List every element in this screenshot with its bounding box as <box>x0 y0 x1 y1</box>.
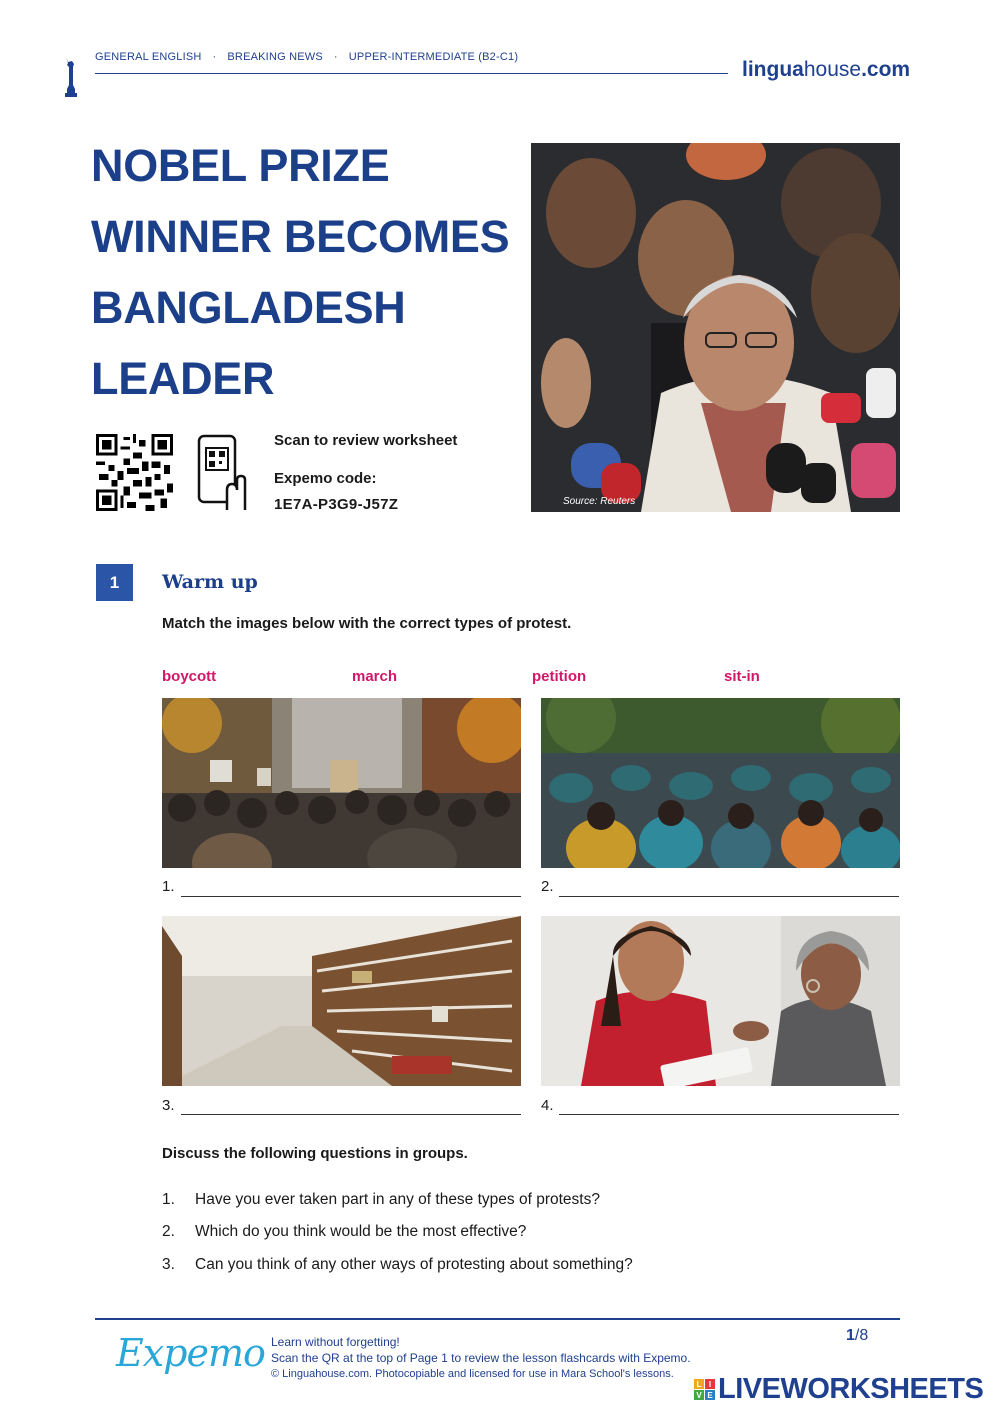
page-total: /8 <box>854 1327 869 1344</box>
title-line: WINNER BECOMES <box>91 211 510 262</box>
question-number: 2. <box>162 1223 175 1240</box>
breadcrumb <box>95 51 518 63</box>
brand-bold: lingua <box>742 58 804 81</box>
scan-prompt: Scan to review worksheet <box>274 432 458 449</box>
page-title <box>91 130 521 414</box>
question-number: 3. <box>162 1256 175 1273</box>
badge-letter: L <box>694 1379 704 1389</box>
answer-blank-1[interactable] <box>181 896 521 897</box>
discussion-question <box>162 1256 633 1274</box>
badge-letter: E <box>705 1390 715 1400</box>
statue-of-liberty-icon <box>63 55 79 97</box>
question-text: Which do you think would be the most effective? <box>195 1223 527 1240</box>
question-text: Have you ever taken part in any of these types of protests? <box>195 1191 600 1208</box>
liveworksheets-label: LIVEWORKSHEETS <box>718 1373 984 1405</box>
breadcrumb-series: BREAKING NEWS <box>227 51 323 63</box>
page-current: 1 <box>846 1327 855 1344</box>
badge-letter: I <box>705 1379 715 1389</box>
expemo-logo: Expemo <box>116 1331 265 1375</box>
word-option-sit-in[interactable]: sit-in <box>724 668 760 685</box>
word-option-march[interactable]: march <box>352 668 398 685</box>
discussion-heading: Discuss the following questions in groups. <box>162 1145 468 1162</box>
question-number: 1. <box>162 1191 175 1208</box>
title-line: NOBEL PRIZE <box>91 140 390 191</box>
title-line: LEADER <box>91 353 275 404</box>
protest-image-boycott <box>162 916 521 1086</box>
discussion-question <box>162 1223 526 1241</box>
protest-image-petition <box>541 916 900 1086</box>
badge-letter: V <box>694 1390 704 1400</box>
answer-label-1: 1. <box>162 878 175 895</box>
liveworksheets-icon <box>694 1379 715 1400</box>
protest-image-sit-in <box>541 698 900 868</box>
answer-blank-4[interactable] <box>559 1114 899 1115</box>
answer-label-2: 2. <box>541 878 554 895</box>
breadcrumb-category: GENERAL ENGLISH <box>95 51 202 63</box>
page-number <box>846 1327 868 1345</box>
phone-scan-icon <box>197 434 249 512</box>
brand-suffix: .com <box>861 58 911 81</box>
footer-divider <box>95 1318 900 1320</box>
answer-blank-2[interactable] <box>559 896 899 897</box>
answer-label-4: 4. <box>541 1097 554 1114</box>
title-line: BANGLADESH <box>91 282 406 333</box>
linguahouse-logo <box>742 58 910 82</box>
section-title: Warm up <box>162 571 258 593</box>
footer-tagline: Learn without forgetting! <box>271 1335 400 1349</box>
footer-instruction: Scan the QR at the top of Page 1 to review the lesson flashcards with Expemo. <box>271 1351 691 1365</box>
answer-label-3: 3. <box>162 1097 175 1114</box>
section-instruction: Match the images below with the correct types of protest. <box>162 615 572 632</box>
breadcrumb-level: UPPER-INTERMEDIATE (B2-C1) <box>348 51 519 63</box>
qr-code-icon[interactable] <box>96 434 173 511</box>
breadcrumb-separator: · <box>333 51 338 63</box>
brand-light: house <box>803 58 862 81</box>
photo-caption: Source: Reuters <box>563 496 636 507</box>
question-text: Can you think of any other ways of protesting about something? <box>195 1256 633 1273</box>
protest-image-march <box>162 698 521 868</box>
news-photo <box>531 143 900 512</box>
discussion-question <box>162 1191 600 1209</box>
word-option-boycott[interactable]: boycott <box>162 668 217 685</box>
footer-copyright: © Linguahouse.com. Photocopiable and licensed for use in Mara School's lessons. <box>271 1368 674 1380</box>
expemo-code-value: 1E7A-P3G9-J57Z <box>274 496 399 513</box>
word-option-petition[interactable]: petition <box>532 668 587 685</box>
section-number-badge: 1 <box>96 564 133 601</box>
expemo-code-label: Expemo code: <box>274 470 377 487</box>
breadcrumb-separator: · <box>212 51 217 63</box>
answer-blank-3[interactable] <box>181 1114 521 1115</box>
liveworksheets-badge[interactable] <box>694 1373 983 1406</box>
header-divider <box>95 73 728 74</box>
